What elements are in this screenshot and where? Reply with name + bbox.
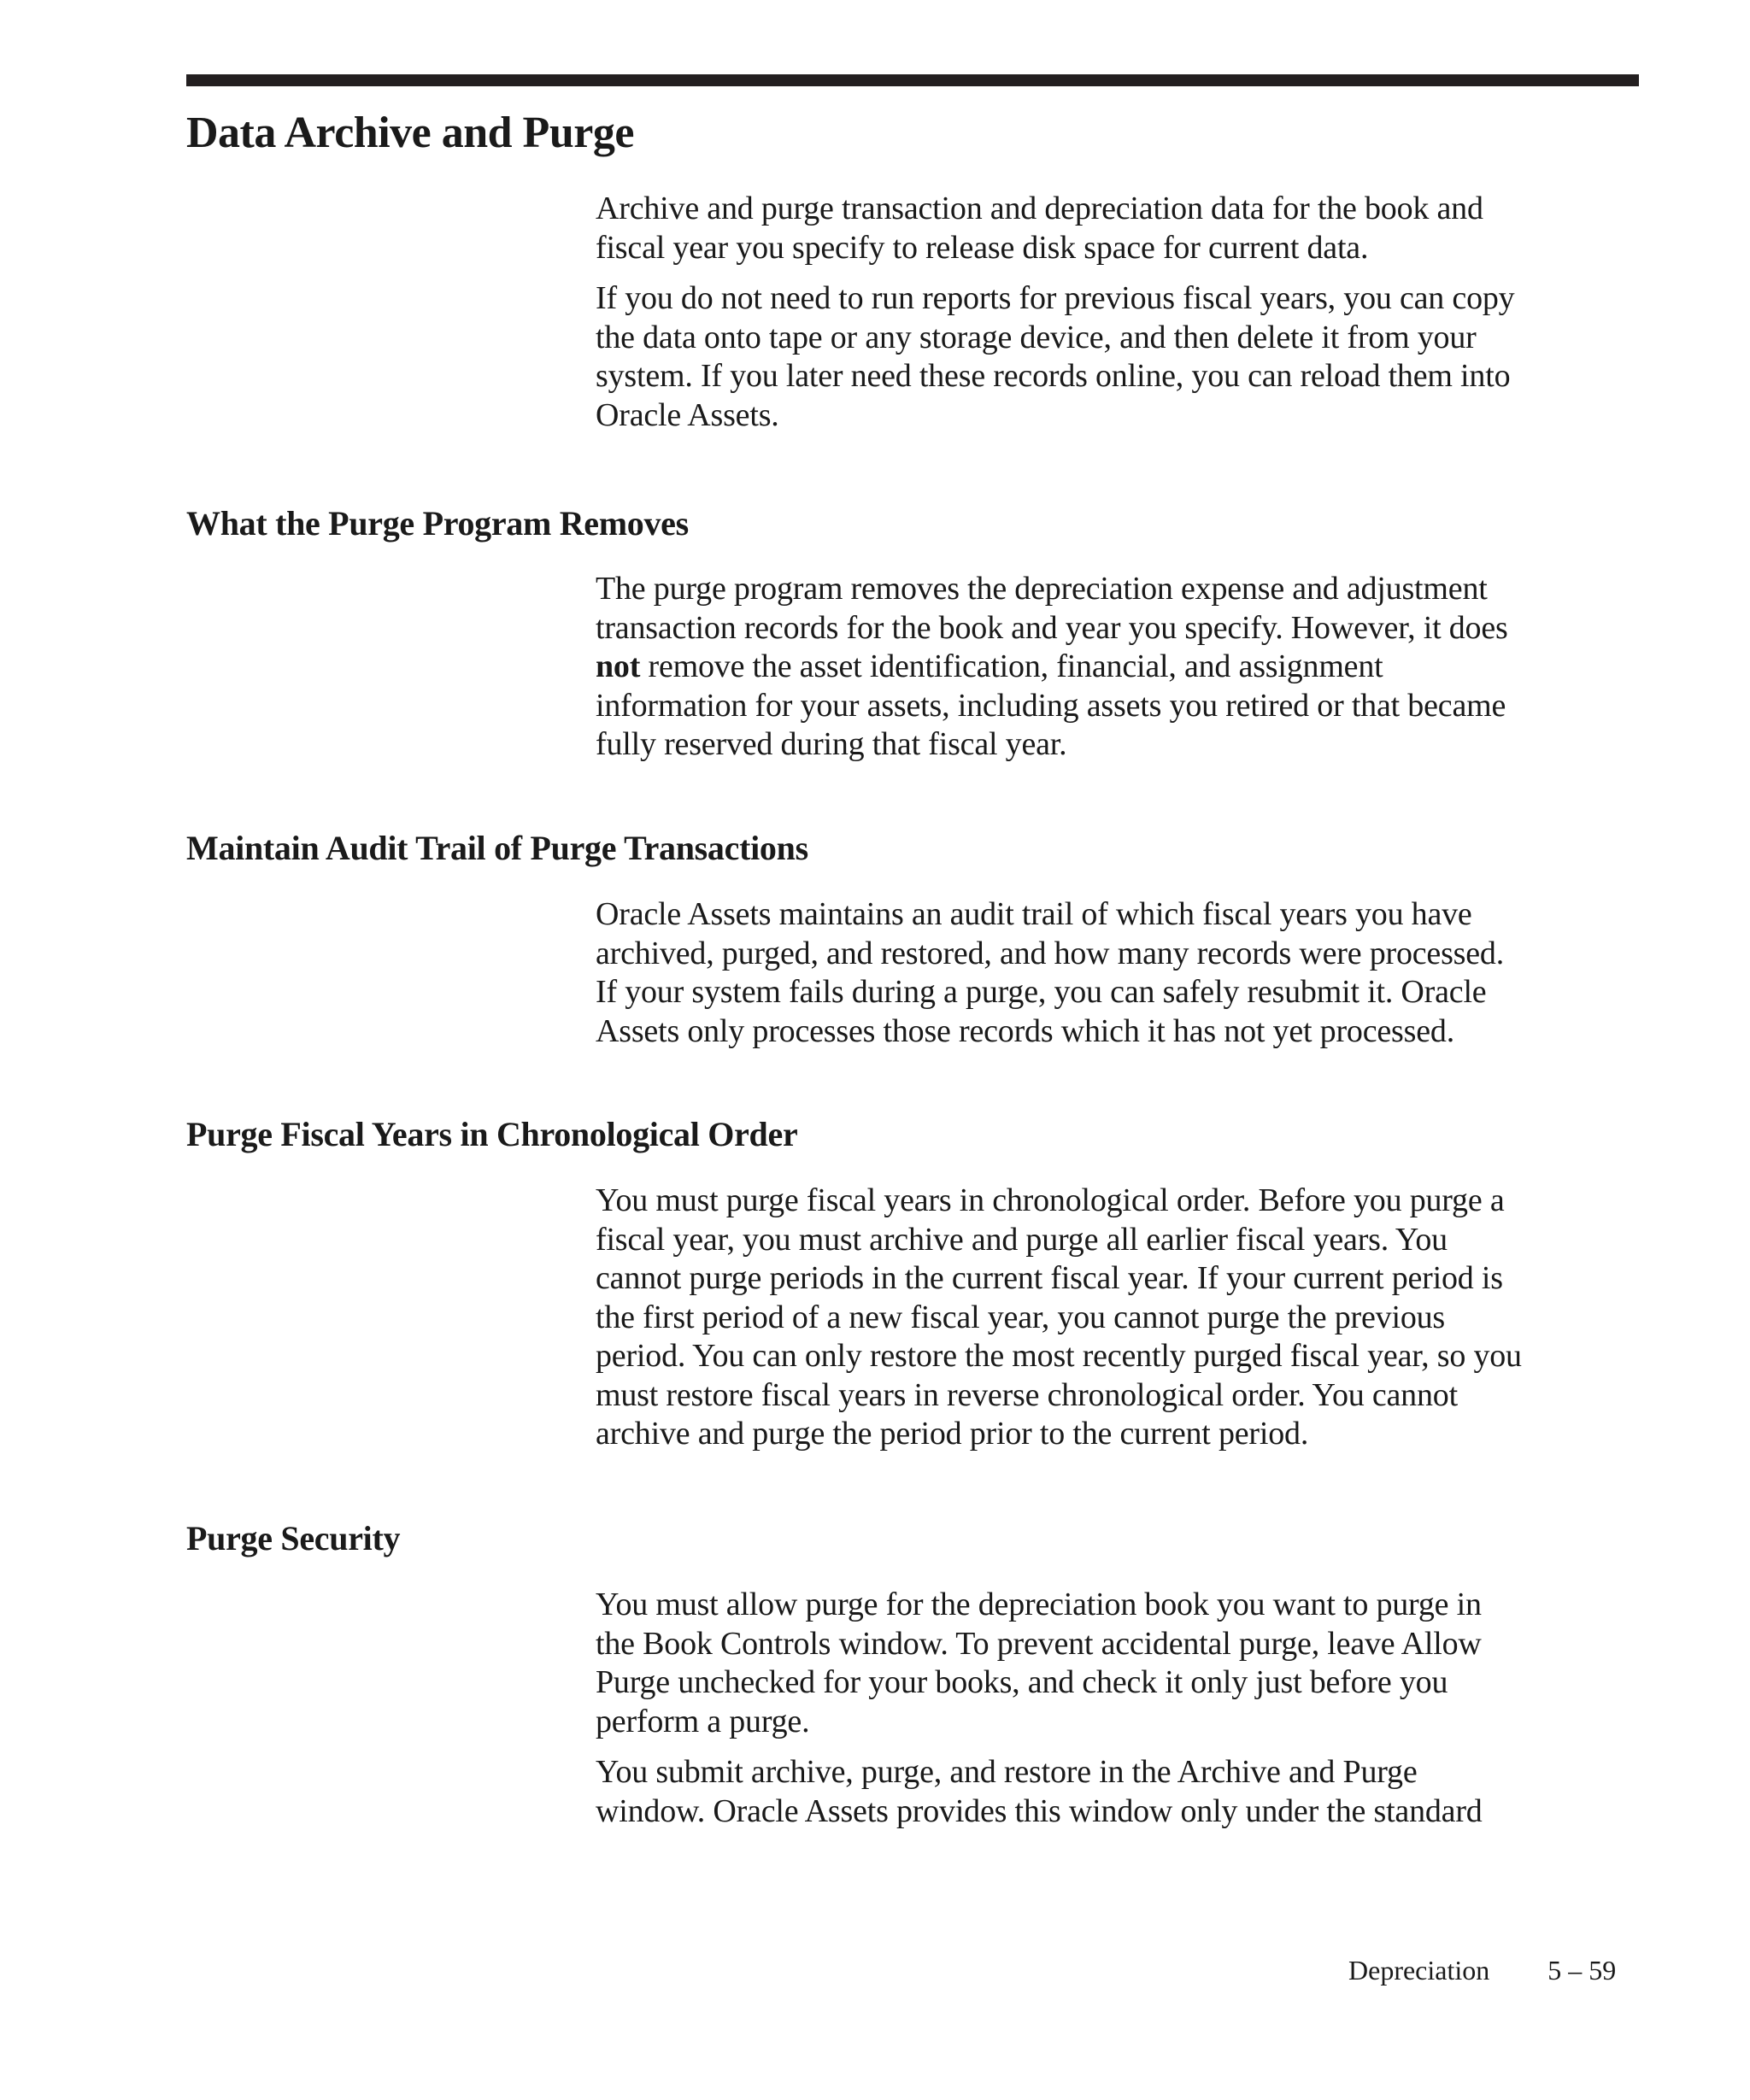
text-line: Purge unchecked for your books, and check it only just before you: [596, 1664, 1448, 1700]
text-line: system. If you later need these records online, you can reload them into: [596, 358, 1511, 394]
section-paragraph: [596, 895, 1642, 1051]
text-line: archive and purge the period prior to the current period.: [596, 1416, 1309, 1452]
intro-paragraph-2: [596, 279, 1642, 435]
section-body-audit-trail: [596, 895, 1642, 1063]
text-line: The purge program removes the depreciation expense and adjustment: [596, 571, 1488, 607]
intro-block: [596, 190, 1642, 447]
emphasis-not: not: [596, 648, 641, 684]
text-line: Archive and purge transaction and depreciation data for the book and: [596, 191, 1483, 226]
section-paragraph: [596, 1182, 1642, 1454]
footer-section-name: Depreciation: [1348, 1955, 1490, 1986]
text-line: the first period of a new fiscal year, you cannot purge the previous: [596, 1299, 1446, 1335]
text-line: fully reserved during that fiscal year.: [596, 726, 1067, 762]
text-line: archived, purged, and restored, and how many records were processed.: [596, 935, 1505, 971]
text-line: fiscal year, you must archive and purge all earlier fiscal years. You: [596, 1221, 1448, 1258]
text-line: perform a purge.: [596, 1703, 810, 1739]
text-line: [596, 648, 1642, 687]
page-title: Data Archive and Purge: [186, 109, 634, 157]
section-body-chronological-order: [596, 1182, 1642, 1466]
text-line: information for your assets, including assets you retired or that became: [596, 687, 1506, 724]
section-heading-purge-security: Purge Security: [186, 1519, 401, 1557]
text-line: Oracle Assets maintains an audit trail of which fiscal years you have: [596, 896, 1472, 932]
text-line: You must purge fiscal years in chronological order. Before you purge a: [596, 1182, 1505, 1218]
text-line: the Book Controls window. To prevent accidental purge, leave Allow: [596, 1625, 1482, 1662]
text-line: transaction records for the book and year you specify. However, it does: [596, 609, 1508, 646]
footer-page-number: 5 – 59: [1547, 1955, 1617, 1986]
text-line: the data onto tape or any storage device, and then delete it from your: [596, 319, 1477, 355]
text-line: If you do not need to run reports for previous fiscal years, you can copy: [596, 280, 1515, 316]
section-heading-audit-trail: Maintain Audit Trail of Purge Transactions: [186, 829, 808, 867]
section-paragraph-2: [596, 1753, 1642, 1831]
section-heading-what-purge-removes: What the Purge Program Removes: [186, 504, 689, 543]
top-rule-divider: [186, 74, 1639, 86]
text-line: fiscal year you specify to release disk space for current data.: [596, 229, 1369, 266]
text-line: Assets only processes those records which it has not yet processed.: [596, 1012, 1454, 1049]
section-heading-chronological-order: Purge Fiscal Years in Chronological Order: [186, 1115, 798, 1153]
text-line: You must allow purge for the depreciation book you want to purge in: [596, 1587, 1482, 1622]
text-line: You submit archive, purge, and restore in the Archive and Purge: [596, 1754, 1418, 1790]
text-line: cannot purge periods in the current fiscal year. If your current period is: [596, 1260, 1503, 1296]
section-body-what-purge-removes: [596, 570, 1642, 777]
page-footer: [1348, 1953, 1616, 1987]
section-body-purge-security: [596, 1586, 1642, 1843]
text-line: window. Oracle Assets provides this window only under the standard: [596, 1792, 1483, 1829]
text-line: Oracle Assets.: [596, 396, 779, 433]
text-span: remove the asset identification, financial, and assignment: [640, 648, 1383, 684]
section-paragraph: [596, 570, 1642, 765]
intro-paragraph-1: [596, 190, 1642, 267]
text-line: If your system fails during a purge, you can safely resubmit it. Oracle: [596, 974, 1487, 1010]
text-line: period. You can only restore the most recently purged fiscal year, so you: [596, 1338, 1522, 1374]
section-paragraph-1: [596, 1586, 1642, 1741]
text-line: must restore fiscal years in reverse chronological order. You cannot: [596, 1376, 1458, 1413]
